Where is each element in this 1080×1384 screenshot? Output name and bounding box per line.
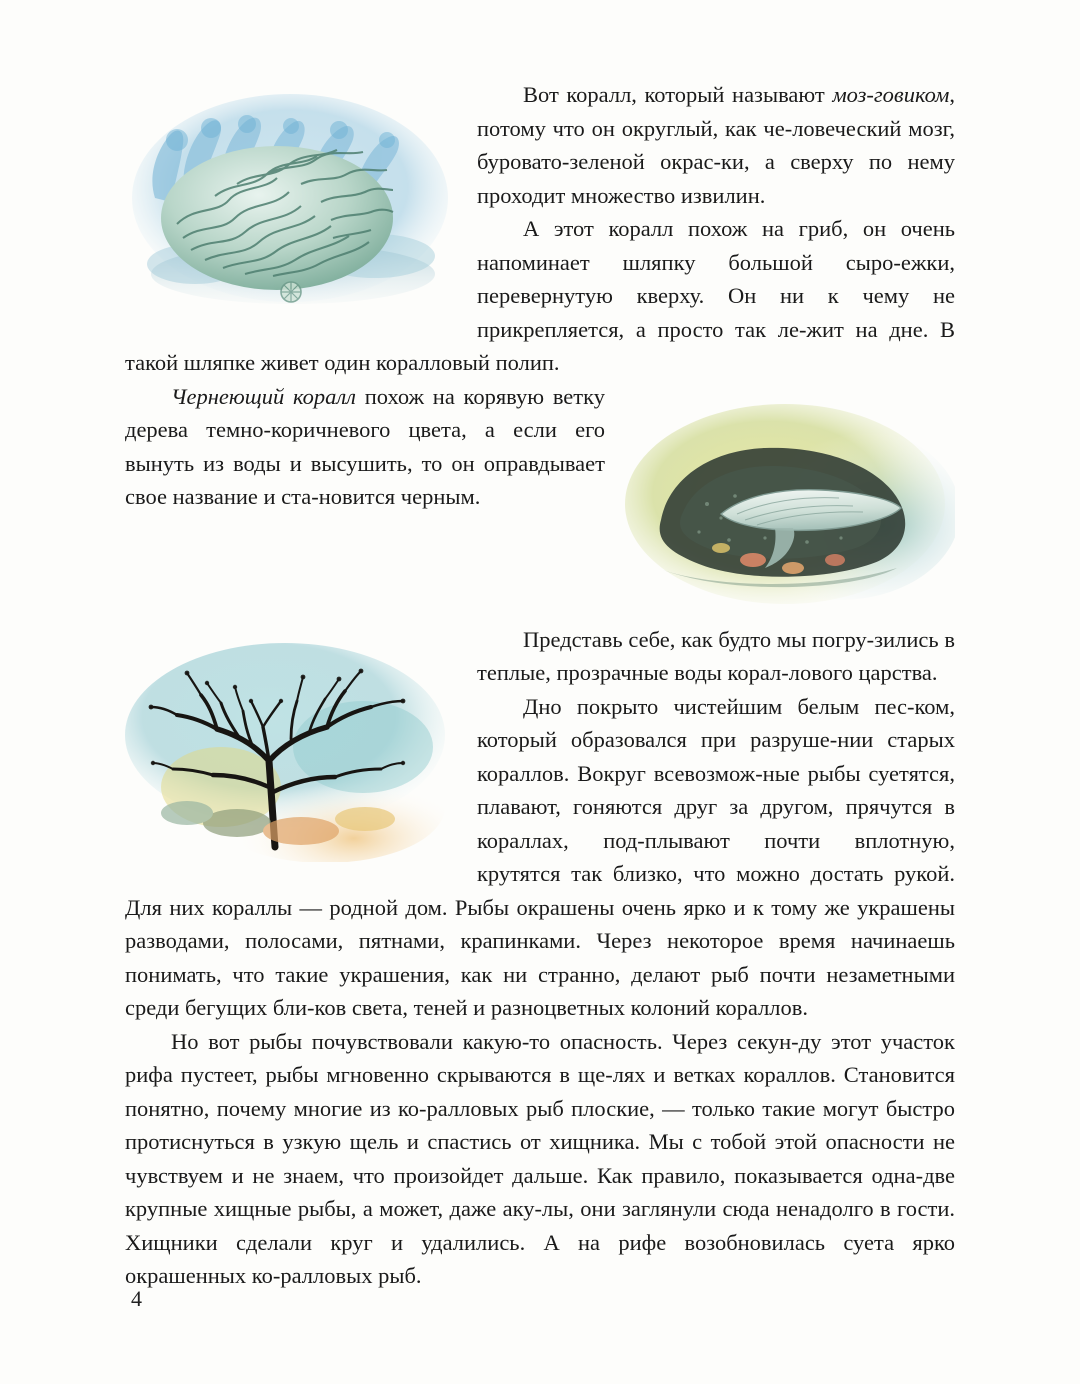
p2-run-1: А этот коралл похож на гриб, он очень напоминает шляпку большой сыро-ежки, перевернутую кверху. Он ни к чему не прикрепляется, а просто так ле-жит на дне. В такой шляпке живет один коралловый полип. <box>125 216 955 375</box>
page-number: 4 <box>131 1286 142 1311</box>
page-content <box>125 78 955 1293</box>
p3-run-1-italic: Чернеющий коралл <box>171 383 356 409</box>
p1-run-2-italic: моз-говиком <box>832 82 950 107</box>
mushroom-coral-illustration <box>625 392 955 617</box>
p3-run-2: похож на корявую ветку дерева темно-коричневого цвета, а если его вынуть из воды и высушить, то он оправдывает свое название и ста-новится черным. <box>125 383 605 509</box>
paragraph-6 <box>125 1025 955 1293</box>
p6-run-1: Но вот рыбы почувствовали какую-то опасность. Через секун-ду этот участок рифа пустеет, рыбы мгновенно скрываются в ще-лях и ветках кораллов. Становится понятно, почему многие из ко-ралловых рыб плоские, — только такие могут быстро протиснуться в узкую щель и спастись от хищника. Мы с тобой этой опасности не чувствуем и не знаем, что произойдет дальше. Как правило, показывается одна-две крупные хищные рыбы, а может, даже аку-лы, они заглянули сюда ненадолго в гости. Хищники сделали круг и удалились. А на рифе возобновилась суета ярко окрашенных ко-ралловых рыб. <box>125 1028 955 1288</box>
p1-run-3: , потому что он округлый, как че-ловеческий мозг, буровато-зеленой окрас-ки, а сверху по нему проходит множество извилин. <box>477 82 955 208</box>
p4-run-1: Представь себе, как будто мы погру-зились в теплые, прозрачные воды корал-лового царства. <box>477 626 955 685</box>
black-coral-illustration <box>125 637 455 862</box>
brain-coral-illustration <box>125 78 455 313</box>
p1-run-1: Вот коралл, который называют <box>523 82 833 107</box>
p5-run-1: Дно покрыто чистейшим белым пес-ком, который образовался при разруше-нии старых кораллов. Вокруг всевозмож-ные рыбы суетятся, плавают, гоняются друг за другом, прячутся в кораллах, под-плывают почти вплотную, крутятся так близко, что можно достать рукой. Для них кораллы — родной дом. Рыбы окрашены очень ярко и к тому же украшены разводами, полосами, пятнами, крапинками. Через некоторое время начинаешь понимать, что такие украшения, как ни странно, делают рыб почти незаметными среди бегущих бли-ков света, теней и разноцветных колоний кораллов. <box>125 693 955 1020</box>
